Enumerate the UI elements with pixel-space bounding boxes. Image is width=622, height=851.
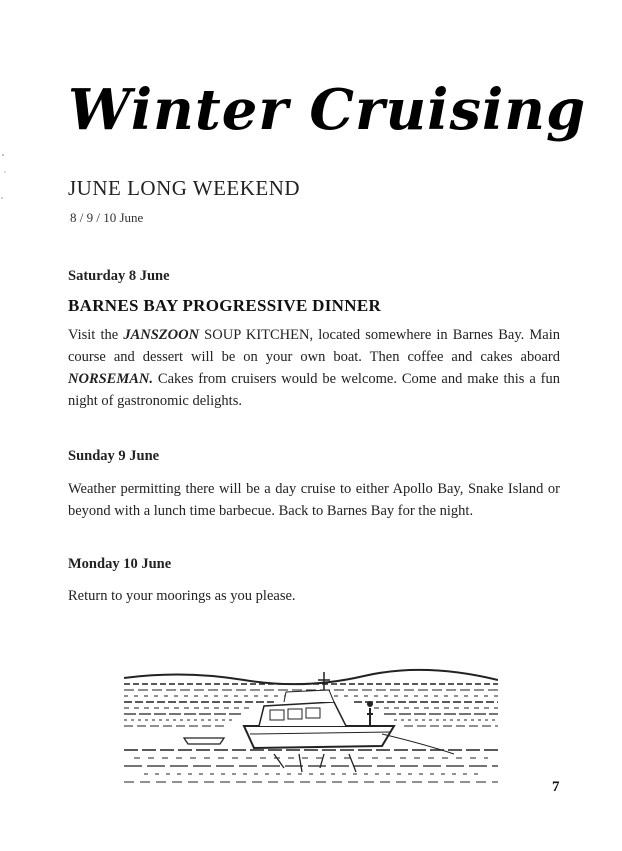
monday-paragraph: Return to your moorings as you please. (68, 588, 296, 604)
event-dates: 8 / 9 / 10 June (70, 210, 144, 225)
saturday-text-1: Visit the (68, 327, 124, 343)
vessel-name-janszoon: JANSZOON (123, 327, 200, 343)
motor-cruiser-icon (124, 668, 498, 788)
sunday-paragraph: Weather permitting there will be a day cruise to either Apollo Bay, Snake Island or beyond with a lunch time barbecue. Back to Barnes Bay for the night. (68, 481, 560, 519)
page-title: Winter Cruising (68, 77, 587, 143)
vessel-name-norseman: NORSEMAN. (68, 371, 154, 387)
sunday-heading: Sunday 9 June (68, 448, 160, 464)
page-number: 7 (552, 779, 560, 795)
scan-specks (0, 150, 10, 210)
saturday-text-2: SOUP KITCHEN, located somewhere in Barnes Bay. Main course and dessert will be on your own boat. Then coffee and cakes aboard (68, 327, 560, 365)
saturday-paragraph (68, 324, 560, 412)
monday-heading: Monday 10 June (68, 556, 172, 572)
saturday-text-3: Cakes from cruisers would be welcome. Come and make this a fun night of gastronomic delights. (68, 371, 560, 409)
event-subtitle: JUNE LONG WEEKEND (68, 176, 301, 200)
saturday-heading: Saturday 8 June (68, 268, 170, 284)
event-heading: BARNES BAY PROGRESSIVE DINNER (68, 296, 382, 315)
